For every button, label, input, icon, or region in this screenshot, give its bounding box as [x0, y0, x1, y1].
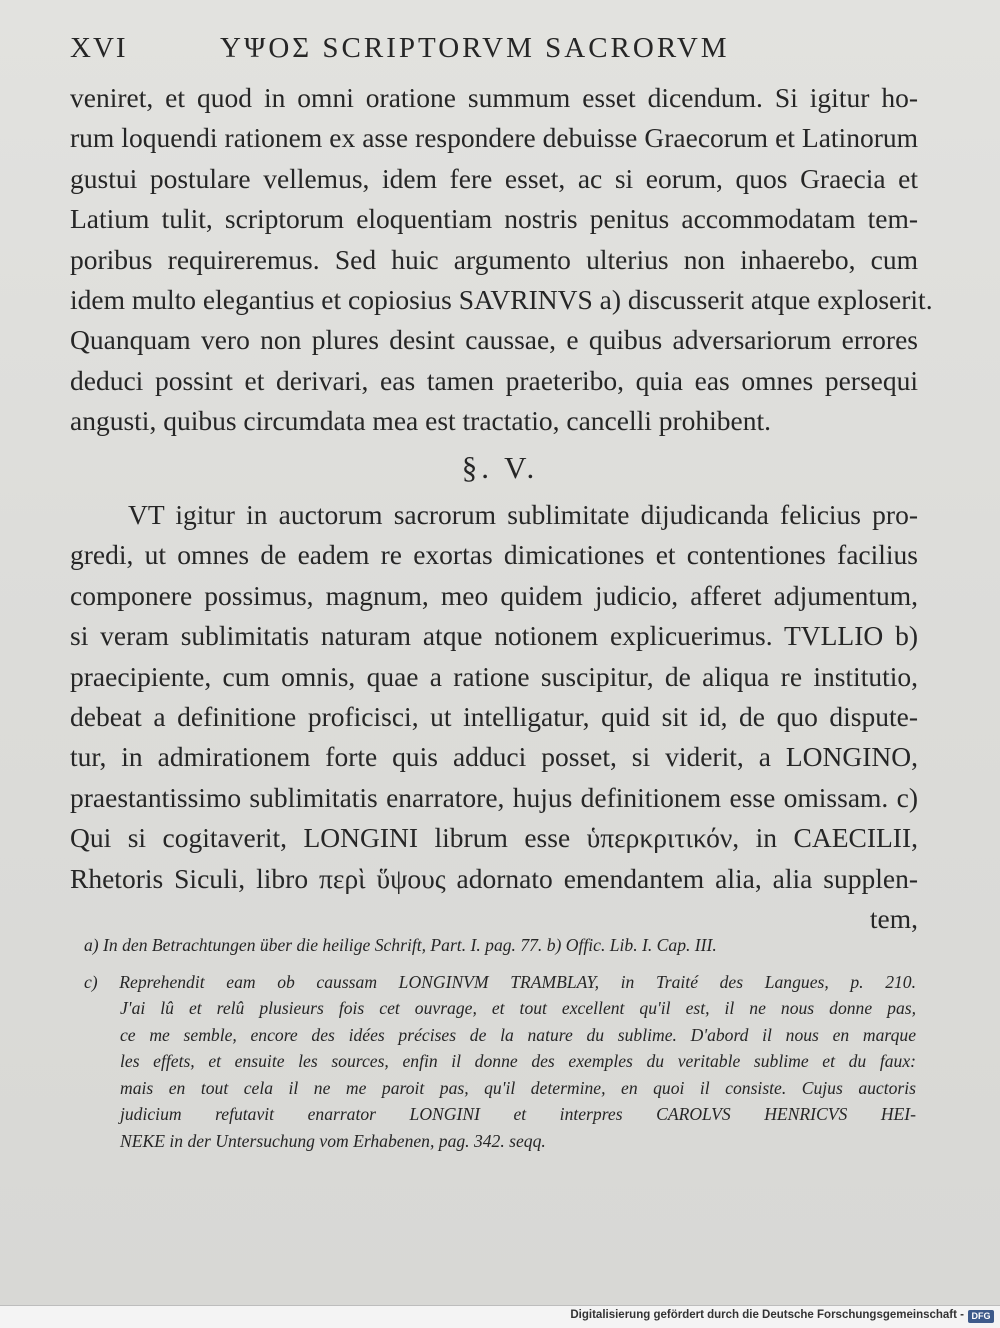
- footnote-c-line: ce me semble, encore des idées précises de la nature du sublime. D'abord il nous en marque: [120, 1024, 916, 1045]
- text-line: veniret, et quod in omni oratione summum esset dicendum. Si igitur ho-: [70, 82, 918, 113]
- running-title: ΥΨΟΣ SCRIPTORVM SACRORVM: [220, 32, 730, 64]
- text-line: Latium tulit, scriptorum eloquentiam nostris penitus accommodatam tem-: [70, 203, 918, 235]
- page-header: [70, 30, 918, 70]
- footnotes: [84, 932, 916, 1154]
- footer-credit: Digitalisierung gefördert durch die Deutsche Forschungsgemeinschaft -: [570, 1309, 964, 1321]
- text-line: deduci possint et derivari, eas tamen praeteribo, quia eas omnes persequi: [70, 364, 918, 396]
- catchword: tem,: [869, 902, 918, 934]
- text-line: praecipiente, cum omnis, quae a ratione suscipitur, de aliqua re institutio,: [70, 660, 918, 692]
- footnote-c-line: les effets, et ensuite les sources, enfin il donne des exemples du veritable sublime et du faux:: [120, 1051, 916, 1071]
- text-line: Rhetoris Siculi, libro περὶ ὕψους adornato emendantem alia, alia supplen-: [70, 862, 918, 894]
- text-line: angusti, quibus circumdata mea est tractatio, cancelli prohibent.: [70, 405, 772, 437]
- footnote-c-line: c) Reprehendit eam ob caussam LONGINVM TRAMBLAY, in Traité des Langues, p. 210.: [84, 971, 916, 992]
- footnote-c-line: NEKE in der Untersuchung vom Erhabenen, pag. 342. seqq.: [120, 1130, 546, 1151]
- footnote-c-line: mais en tout cela il ne me paroit pas, qu'il determine, en quoi il consiste. Cujus auctoris: [120, 1077, 916, 1098]
- text-line: tur, in admirationem forte quis adduci posset, si viderit, a LONGINO,: [70, 741, 918, 773]
- text-line: VT igitur in auctorum sacrorum sublimitate dijudicanda felicius pro-: [128, 499, 918, 530]
- footnote-c-line: judicium refutavit enarrator LONGINI et interpres CAROLVS HENRICVS HEI-: [120, 1104, 916, 1124]
- text-line: poribus requireremus. Sed huic argumento ulterius non inhaerebo, cum: [70, 243, 918, 275]
- section-heading: §. V.: [461, 450, 539, 485]
- text-line: Qui si cogitaverit, LONGINI librum esse ὑπερκριτικόν, in CAECILII,: [70, 822, 918, 854]
- text-line: gustui postulare vellemus, idem fere esset, ac si eorum, quos Graecia et: [70, 162, 918, 194]
- text-line: rum loquendi rationem ex asse respondere debuisse Graecorum et Latinorum: [70, 122, 918, 154]
- text-line: gredi, ut omnes de eadem re exortas dimicationes et contentiones facilius: [70, 539, 918, 571]
- digitization-footer: [0, 1305, 1000, 1328]
- paragraph-2: [70, 495, 918, 939]
- paragraph-1: [70, 78, 933, 442]
- footnote-c-line: J'ai lû et relû plusieurs fois cet ouvrage, et tout excellent qu'il est, il ne nous donne pas,: [120, 998, 916, 1018]
- dfg-logo-icon: DFG: [968, 1310, 994, 1323]
- text-line: idem multo elegantius et copiosius SAVRINVS a) discusserit atque exploserit.: [70, 283, 933, 315]
- text-line: si veram sublimitatis naturam atque notionem explicuerimus. TVLLIO b): [70, 620, 918, 652]
- text-line: debeat a definitione proficisci, ut intelligatur, quid sit id, de quo dispute-: [70, 700, 918, 732]
- text-line: Quanquam vero non plures desint caussae, e quibus adversariorum errores: [70, 324, 918, 356]
- text-line: componere possimus, magnum, meo quidem judicio, afferet adjumentum,: [70, 579, 918, 611]
- footnote-a-b: a) In den Betrachtungen über die heilige Schrift, Part. I. pag. 77. b) Offic. Lib. I. Cap. III.: [84, 935, 717, 955]
- text-line: praestantissimo sublimitatis enarratore, hujus definitionem esse omissam. c): [70, 781, 918, 813]
- page-number: XVI: [70, 32, 128, 64]
